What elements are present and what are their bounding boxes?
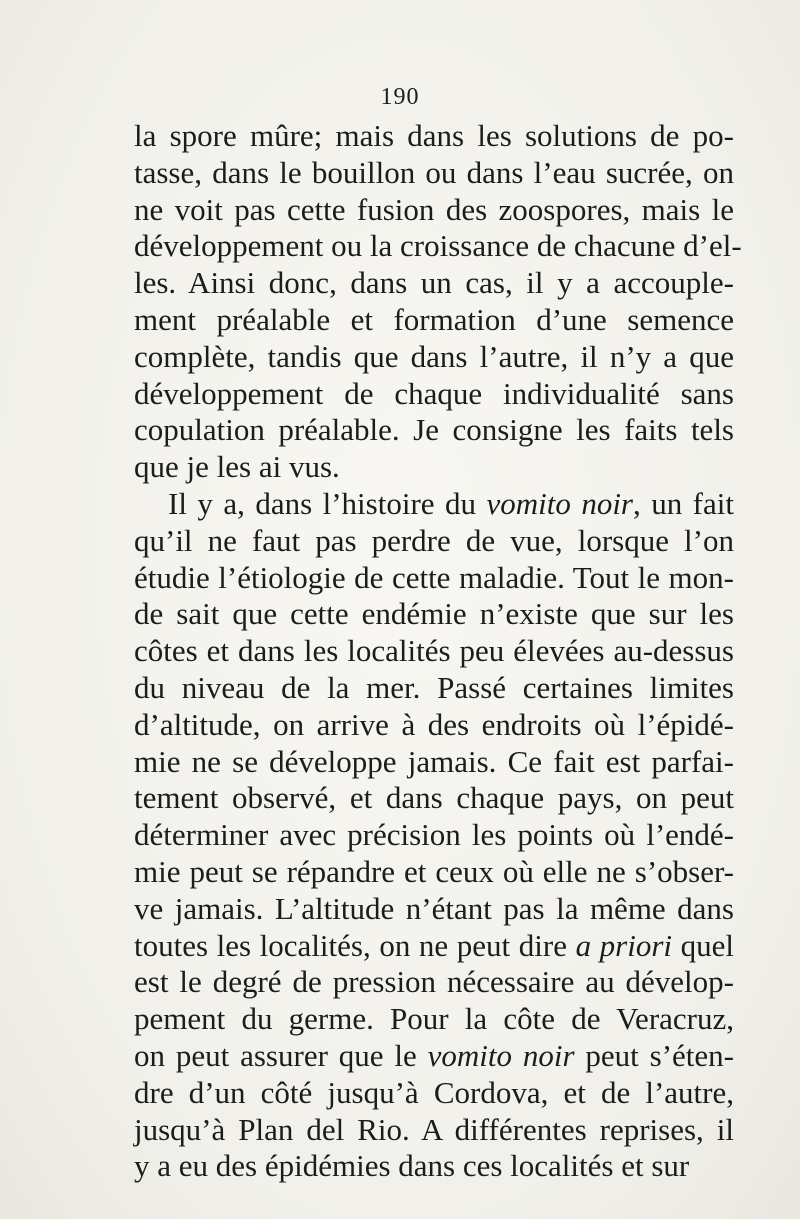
text-run: les. Ainsi donc, dans un cas, il y a accouple- [134,265,734,301]
text-line [134,302,734,339]
text-line [134,928,734,965]
text-run: étudie l’étiologie de cette maladie. Tout le mon- [134,559,734,595]
text-line [134,118,734,155]
paragraph [134,486,734,1185]
page-number: 190 [380,84,420,110]
body-text [134,118,742,1185]
text-run: mie ne se développe jamais. Ce fait est parfai- [134,743,734,779]
text-line [134,155,734,192]
italic-term: vomito noir [427,1037,575,1073]
text-run: est le degré de pression nécessaire au dévelop- [134,964,734,1000]
text-run: la spore mûre; mais dans les solutions de po- [134,118,734,153]
text-line [134,854,734,891]
text-run: ment préalable et formation d’une semence [134,301,734,337]
text-run: mie peut se répandre et ceux où elle ne s’obser- [134,853,734,889]
text-run: copulation préalable. Je consigne les faits tels [134,412,734,448]
text-run: d’altitude, on arrive à des endroits où l’épidé- [134,706,734,742]
text-line [134,486,734,523]
text-line [134,780,734,817]
text-run: on peut assurer que le [134,1037,428,1073]
text-line [134,412,734,449]
text-run: complète, tandis que dans l’autre, il n’y a que [134,338,734,374]
paragraph [134,118,742,486]
text-line [134,376,734,413]
text-run: développement ou la croissance de chacune d’el- [134,228,742,264]
text-line [134,707,734,744]
text-line [134,1038,734,1075]
text-run: du niveau de la mer. Passé certaines limites [134,669,734,705]
text-line [134,1112,734,1149]
text-run: côtes et dans les localités peu élevées au-dessus [134,633,734,669]
text-line [134,228,742,265]
text-line [134,265,734,302]
text-run: quel [672,927,735,963]
italic-term: vomito noir [486,485,633,521]
text-line [134,449,734,486]
text-line [134,596,734,633]
text-line [134,560,734,597]
text-run: ne voit pas cette fusion des zoospores, mais le [134,191,734,227]
text-run: tement observé, et dans chaque pays, on peut [134,780,734,816]
text-line [134,744,734,781]
text-line [134,817,734,854]
text-run: jusqu’à Plan del Rio. A différentes reprises, il [134,1111,734,1147]
italic-term: a priori [575,927,673,963]
text-run: tasse, dans le bouillon ou dans l’eau sucrée, on [134,154,734,190]
text-run: toutes les localités, on ne peut dire [134,927,576,963]
text-run: y a eu des épidémies dans ces localités et sur [134,1148,690,1184]
text-run: que je les ai vus. [134,449,340,485]
text-run: dre d’un côté jusqu’à Cordova, et de l’autre, [134,1074,734,1110]
text-line [134,339,734,376]
text-run: ve jamais. L’altitude n’étant pas la même dans [134,890,734,926]
text-line [134,670,734,707]
text-run: Il y a, dans l’histoire du [168,485,487,521]
text-line [134,891,734,928]
text-line [134,192,734,229]
text-run: pement du germe. Pour la côte de Veracruz, [134,1001,734,1037]
text-line [134,1148,734,1185]
text-run: peut s’éten- [574,1037,734,1073]
text-run: déterminer avec précision les points où l’endé- [134,817,734,853]
text-line [134,633,734,670]
text-line [134,964,734,1001]
text-line [134,1001,734,1038]
text-run: qu’il ne faut pas perdre de vue, lorsque l’on [134,522,734,558]
text-run: , un fait [633,485,734,521]
text-line [134,1075,734,1112]
text-run: développement de chaque individualité sans [134,375,734,411]
text-line [134,523,734,560]
text-run: de sait que cette endémie n’existe que sur les [134,596,734,632]
